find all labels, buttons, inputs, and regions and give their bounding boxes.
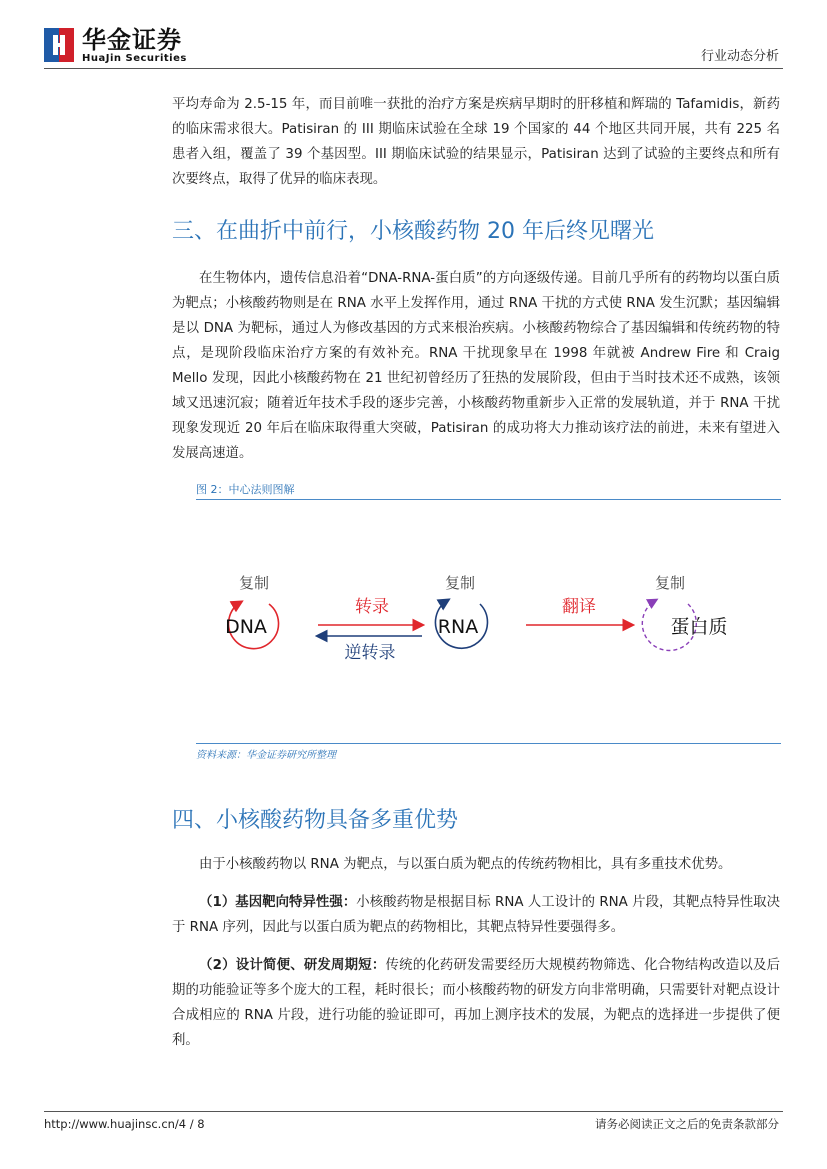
protein-replicate-label: 复制: [654, 574, 686, 592]
dna-replicate-label: 复制: [238, 574, 270, 592]
reverse-transcription-label: 逆转录: [344, 643, 396, 663]
figure-top-rule: [196, 499, 781, 500]
section-4-heading: 四、小核酸药物具备多重优势: [172, 808, 459, 833]
header-divider: [44, 68, 783, 69]
figure-source: 资料来源：华金证券研究所整理: [196, 750, 336, 761]
point-1-label: （1）基因靶向特异性强：: [199, 895, 357, 910]
footer-url-page: http://www.huajinsc.cn/4 / 8: [44, 1117, 205, 1131]
rna-replicate-label: 复制: [444, 574, 476, 592]
intro-paragraph: 平均寿命为 2.5-15 年，而目前唯一获批的治疗方案是疾病早期时的肝移植和辉瑞的 Tafamidis，新药的临床需求很大。Patisiran 的 III 期临床试验在全球 19 个国家的 44 个地区共同开展，共有 225 名患者入组，覆盖了 39 个基因型。III 期临床试验的结果显示，Patisiran 达到了试验的主要终点和所有次要终点，取得了优异的临床表现。: [172, 97, 780, 187]
huajin-logo-icon: [44, 28, 74, 62]
point-2-text: 传统的化药研发需要经历大规模药物筛选、化合物结构改造以及后期的功能验证等多个庞大的工程，耗时很长；而小核酸药物的研发方向非常明确，只需要针对靶点设计合成相应的 RNA 片段，进行功能的验证即可，再加上测序技术的发展，为靶点的选择进一步提供了便利。: [172, 958, 780, 1048]
section-4-intro: 由于小核酸药物以 RNA 为靶点，与以蛋白质为靶点的传统药物相比，具有多重技术优势。: [199, 857, 732, 872]
section-4-point-1: [172, 890, 780, 940]
figure-title: 图 2：中心法则图解: [196, 483, 295, 496]
protein-label: 蛋白质: [670, 616, 728, 638]
footer-divider: [44, 1111, 783, 1112]
point-1-text: 小核酸药物是根据目标 RNA 人工设计的 RNA 片段，其靶点特异性取决于 RNA 序列，因此与以蛋白质为靶点的药物相比，其靶点特异性要强得多。: [172, 895, 780, 935]
translation-label: 翻译: [562, 597, 596, 617]
footer-disclaimer: 请务必阅读正文之后的免责条款部分: [595, 1117, 779, 1131]
figure-bottom-rule: [196, 743, 781, 744]
point-2-label: （2）设计简便、研发周期短：: [199, 958, 386, 973]
section-4-point-2: [172, 953, 780, 1053]
transcription-label: 转录: [355, 597, 389, 617]
section-3-heading: 三、在曲折中前行，小核酸药物 20 年后终见曙光: [172, 219, 654, 244]
central-dogma-diagram: [196, 560, 781, 670]
dna-label: DNA: [225, 616, 267, 638]
rna-label: RNA: [437, 616, 479, 638]
report-type: 行业动态分析: [700, 49, 779, 64]
brand-name-cn: 华金证券: [82, 26, 182, 54]
brand-name-en: HuaJin Securities: [82, 53, 187, 64]
section-3-paragraph: 在生物体内，遗传信息沿着“DNA-RNA-蛋白质”的方向逐级传递。目前几乎所有的药物均以蛋白质为靶点；小核酸药物则是在 RNA 水平上发挥作用，通过 RNA 干扰的方式使 RNA 发生沉默；基因编辑是以 DNA 为靶标，通过人为修改基因的方式来根治疾病。小核酸药物综合了基因编辑和传统药物的特点，是现阶段临床治疗方案的有效补充。RNA 干扰现象早在 1998 年就被 Andrew Fire 和 Craig Mello 发现，因此小核酸药物在 21 世纪初曾经历了狂热的发展阶段，但由于当时技术还不成熟，该领域又迅速沉寂；随着近年技术手段的逐步完善，小核酸药物重新步入正常的发展轨道，并于 RNA 干扰现象发现近 20 年后在临床取得重大突破，Patisiran 的成功将大力推动该疗法的前进，未来有望进入发展高速道。: [172, 271, 780, 461]
